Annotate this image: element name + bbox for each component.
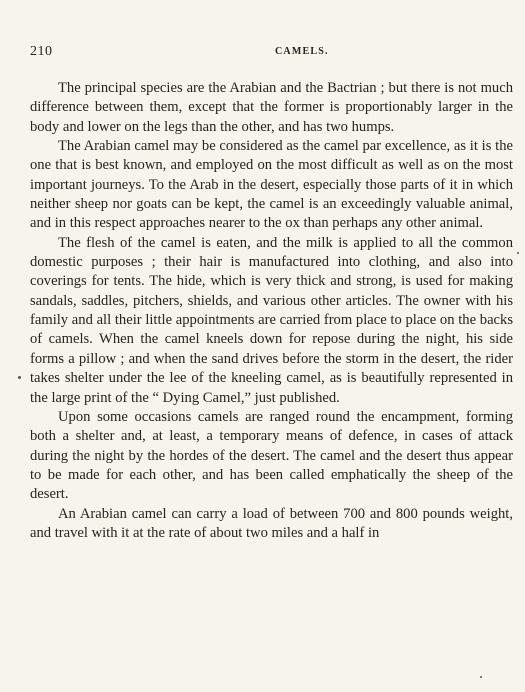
specks-decor (480, 676, 482, 678)
paragraph-arabian-camel: The Arabian camel may be considered as the camel par excellence, as it is the one that is best known, and employed on the most difficult as well as on the most important journeys. To the Arab in the desert, especially those parts of it in which neither sheep nor goats can be kept, the camel is an exceedingly valuable animal, and in this respect approaches nearer to the ox than perhaps any other animal. (30, 138, 513, 232)
specks-decor (18, 376, 21, 379)
running-head: CAMELS. (275, 46, 329, 57)
page-header (30, 44, 518, 64)
paragraph-uses-of-camel: The flesh of the camel is eaten, and the milk is applied to all the common domestic purposes ; their hair is manufactured into clothing, and also into coverings for tents. The hide, which is very thick and strong, is used for making sandals, saddles, pitchers, shields, and various other articles. The owner with his family and all their little appointments are carried from place to place on the backs of camels. When the camel kneels down for repose during the night, his side forms a pillow ; and when the sand drives before the storm in the desert, the rider takes shelter under the lee of the kneeling camel, as is beautifully represented in the large print of the “ Dying Camel,” just published. (30, 234, 513, 406)
paragraph-encampment: Upon some occasions camels are ranged round the encampment, forming both a shelter and, at least, a temporary means of defence, in cases of attack during the night by the hordes of the desert. The camel and the desert thus appear to be made for each other, and has been called emphatically the sheep of the desert. (30, 408, 513, 503)
specks-decor (517, 252, 519, 254)
paragraph-species: The principal species are the Arabian and the Bactrian ; but there is not much difference between them, except that the former is proportionably larger in the body and lower on the legs than the other, and has two humps. (30, 80, 513, 135)
paragraph-load: An Arabian camel can carry a load of between 700 and 800 pounds weight, and travel with it at the rate of about two miles and a half in (30, 505, 513, 541)
body-text (30, 79, 513, 543)
page-number: 210 (30, 44, 53, 59)
